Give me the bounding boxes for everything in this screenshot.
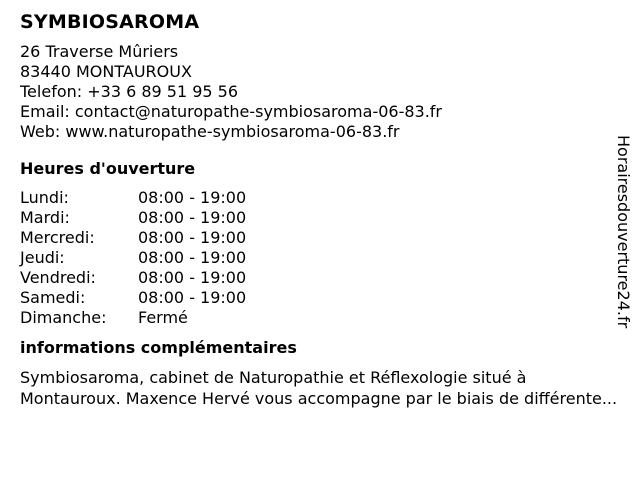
hours-time: 08:00 - 19:00 xyxy=(138,248,247,267)
hours-table xyxy=(20,188,620,328)
hours-time: 08:00 - 19:00 xyxy=(138,288,247,307)
city-address: 83440 MONTAUROUX xyxy=(20,62,192,81)
street-address: 26 Traverse Mûriers xyxy=(20,42,179,61)
watermark-text: Horairesdouverture24.fr xyxy=(614,135,633,329)
business-card xyxy=(20,10,620,409)
hours-row xyxy=(20,308,620,328)
hours-heading: Heures d'ouverture xyxy=(20,159,196,178)
hours-day: Samedi: xyxy=(20,288,86,307)
hours-day: Mercredi: xyxy=(20,228,95,247)
address-block xyxy=(20,42,620,142)
hours-row xyxy=(20,288,620,308)
hours-time: Fermé xyxy=(138,308,188,327)
email-line: Email: contact@naturopathe-symbiosaroma-06-83.fr xyxy=(20,102,442,121)
hours-row xyxy=(20,188,620,208)
hours-row xyxy=(20,268,620,288)
hours-day: Dimanche: xyxy=(20,308,107,327)
hours-time: 08:00 - 19:00 xyxy=(138,208,247,227)
hours-day: Vendredi: xyxy=(20,268,96,287)
hours-day: Jeudi: xyxy=(20,248,65,267)
hours-day: Mardi: xyxy=(20,208,70,227)
hours-day: Lundi: xyxy=(20,188,69,207)
hours-row xyxy=(20,248,620,268)
hours-time: 08:00 - 19:00 xyxy=(138,228,247,247)
side-watermark xyxy=(613,135,633,345)
hours-time: 08:00 - 19:00 xyxy=(138,268,247,287)
web-line: Web: www.naturopathe-symbiosaroma-06-83.fr xyxy=(20,122,400,141)
phone-line: Telefon: +33 6 89 51 95 56 xyxy=(20,82,239,101)
info-description: Symbiosaroma, cabinet de Naturopathie et Réflexologie situé à Montauroux. Maxence Hervé vous accompagne par le biais de différente... xyxy=(20,368,618,408)
hours-time: 08:00 - 19:00 xyxy=(138,188,247,207)
info-heading: informations complémentaires xyxy=(20,338,297,357)
hours-row xyxy=(20,208,620,228)
business-name: SYMBIOSAROMA xyxy=(20,11,200,33)
hours-row xyxy=(20,228,620,248)
